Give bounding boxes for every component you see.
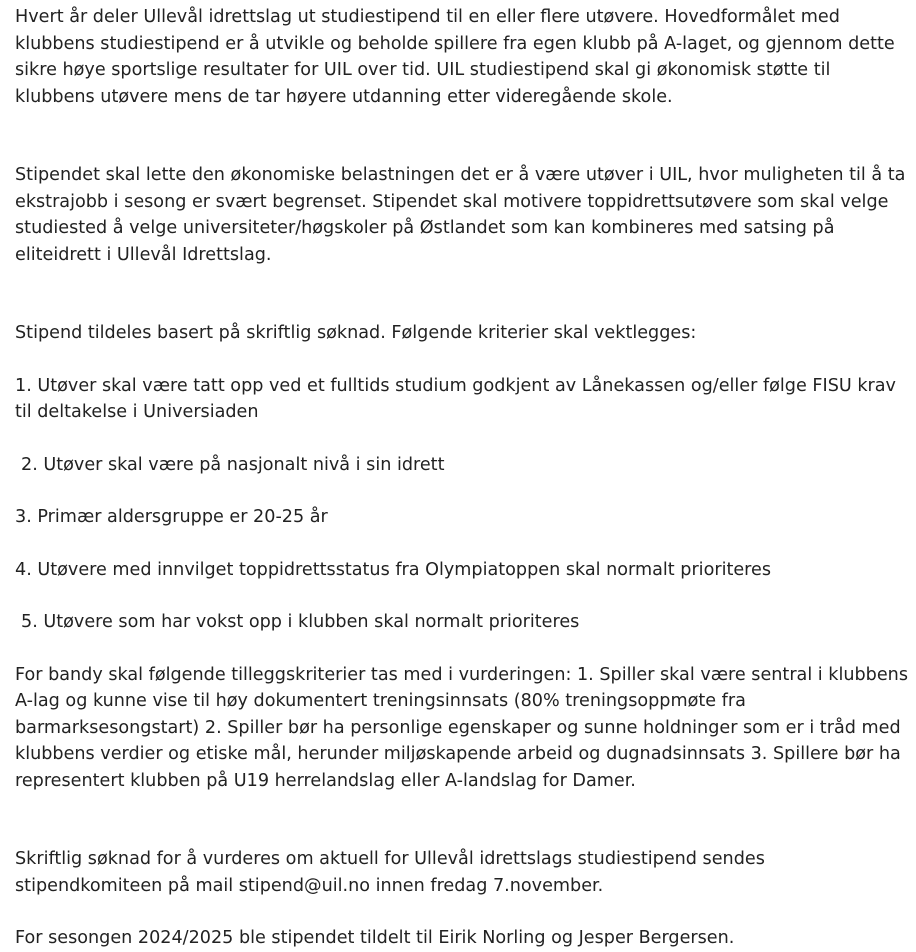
- document-body: [15, 4, 911, 952]
- intro-paragraph: Hvert år deler Ullevål idrettslag ut studiestipend til en eller flere utøvere. Hovedformålet med klubbens studiestipend er å utvikle og beholde spillere fra egen klubb på A-laget, og gjennom dette sikre høye sportslige resultater for UIL over tid. UIL studiestipend skal gi økonomisk støtte til klubbens utøvere mens de tar høyere utdanning etter videregående skole.: [15, 7, 895, 107]
- criterion-1: 1. Utøver skal være tatt opp ved et fulltids studium godkjent av Lånekassen og/eller følge FISU krav til deltakelse i Universiaden: [15, 375, 896, 422]
- criteria-intro: Stipend tildeles basert på skriftlig søknad. Følgende kriterier skal vektlegges:: [15, 323, 697, 343]
- purpose-paragraph: Stipendet skal lette den økonomiske belastningen det er å være utøver i UIL, hvor muligheten til å ta ekstrajobb i sesong er svært begrenset. Stipendet skal motivere toppidrettsutøvere som skal velge studiested å velge universiteter/høgskoler på Østlandet som kan kombineres med satsing på eliteidrett i Ullevål Idrettslag.: [15, 165, 906, 265]
- criterion-5: 5. Utøvere som har vokst opp i klubben skal normalt prioriteres: [21, 612, 580, 632]
- recipients-paragraph: For sesongen 2024/2025 ble stipendet tildelt til Eirik Norling og Jesper Bergersen.: [15, 928, 735, 948]
- bandy-criteria-paragraph: For bandy skal følgende tilleggskriterier tas med i vurderingen: 1. Spiller skal være sentral i klubbens A-lag og kunne vise til høy dokumentert treningsinnsats (80% treningsoppmøte fra barmarksesongstart) 2. Spiller bør ha personlige egenskaper og sunne holdninger som er i tråd med klubbens verdier og etiske mål, herunder miljøskapende arbeid og dugnadsinnsats 3. Spillere bør ha representert klubben på U19 herrelandslag eller A-landslag for Damer.: [15, 664, 908, 791]
- criterion-4: 4. Utøvere med innvilget toppidrettsstatus fra Olympiatoppen skal normalt prioriteres: [15, 559, 772, 580]
- criterion-3: 3. Primær aldersgruppe er 20-25 år: [15, 507, 328, 527]
- criterion-2: 2. Utøver skal være på nasjonalt nivå i sin idrett: [21, 454, 445, 475]
- application-paragraph: Skriftlig søknad for å vurderes om aktuell for Ullevål idrettslags studiestipend sendes stipendkomiteen på mail stipend@uil.no innen fredag 7.november.: [15, 849, 765, 896]
